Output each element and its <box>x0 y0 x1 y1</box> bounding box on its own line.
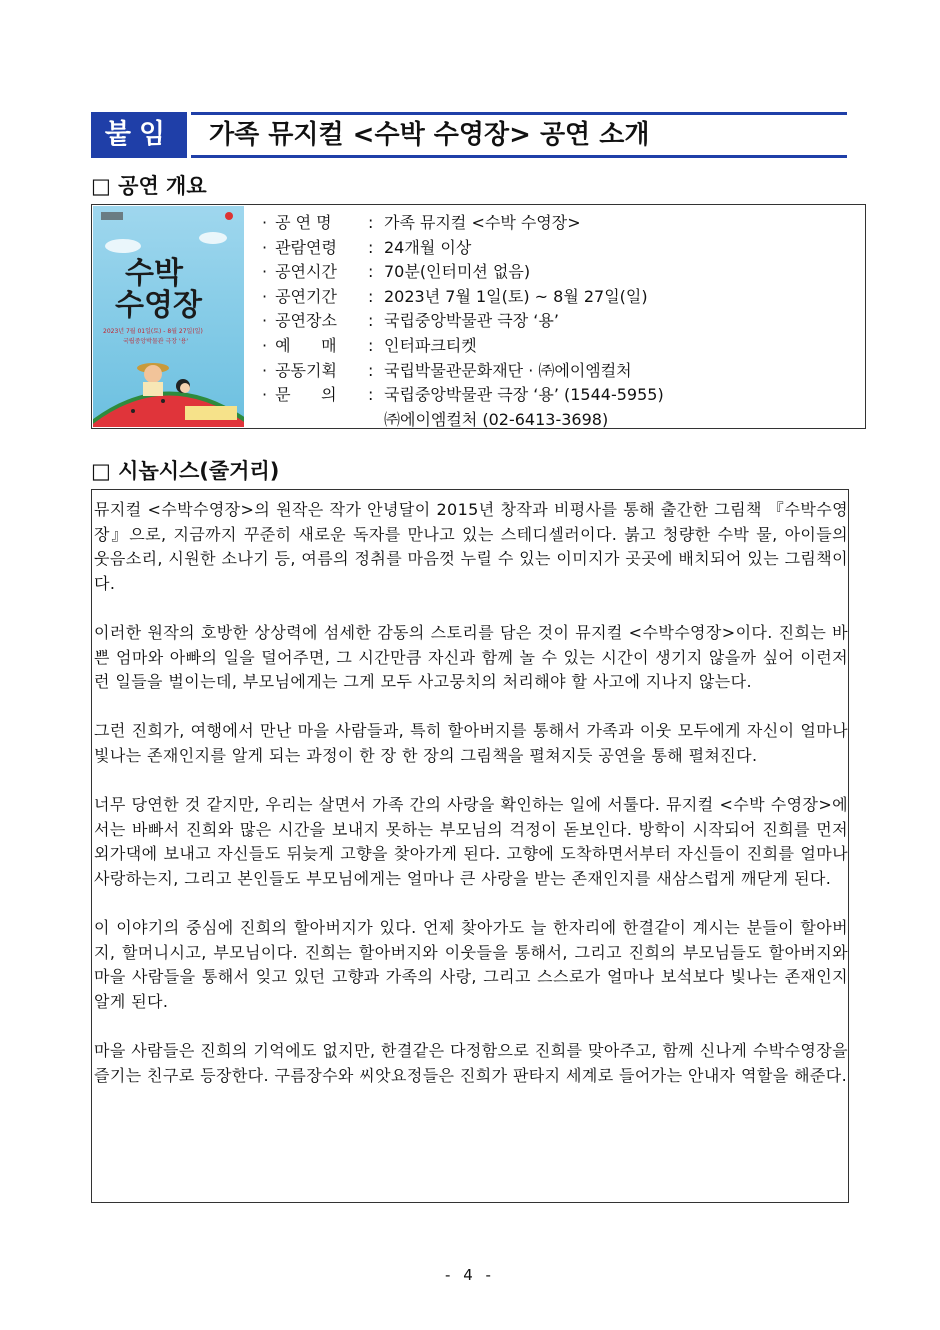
info-value: 국립박물관문화재단 · ㈜에이엠컬처 <box>384 360 632 380</box>
synopsis-heading: □ 시놉시스(줄거리) <box>91 459 280 483</box>
info-value: 가족 뮤지컬 <수박 수영장> <box>384 213 581 232</box>
synopsis-paragraph: 너무 당연한 것 같지만, 우리는 살면서 가족 간의 사랑을 확인하는 일에 서툴다. 뮤지컬 <수박 수영장>에서는 바빠서 진희와 많은 시간을 보내지 못하는 부모님의 걱정이 돋보인다. 방학이 시작되어 진희를 먼저 외가댁에 보내고 자신들도 뒤늦게 고향을 찾아가게 된다. 고향에 도착하면서부터 자신들이 진희를 얼마나 사랑하는지, 그리고 본인들도 부모님에게는 얼마나 큰 사랑을 받는 존재인지를 새삼스럽게 깨닫게 된다. <box>94 795 848 888</box>
poster-title-line1: 수박 <box>125 256 183 291</box>
poster-date: 2023년 7월 01일(토) - 8월 27일(일) <box>103 328 203 335</box>
document-header <box>91 112 847 158</box>
info-row-coplanning: · 공동기획 : 국립박물관문화재단 · ㈜에이엠컬처 <box>262 359 862 384</box>
info-label: 공연기간 <box>275 286 337 306</box>
info-label: 관람연령 <box>275 237 337 257</box>
info-row-duration: · 공연시간 : 70분(인터미션 없음) <box>262 260 862 285</box>
synopsis-paragraph: 이 이야기의 중심에 진희의 할아버지가 있다. 언제 찾아가도 늘 한자리에 한결같이 계시는 분들이 할아버지, 할머니시고, 부모님이다. 진희는 할아버지와 이웃들을 통해서, 그리고 진희의 부모님들도 할아버지와 마을 사람들을 통해서 잊고 있던 고향과 가족의 사랑, 그리고 스스로가 얼마나 보석보다 빛나는 존재인지 알게 된다. <box>94 918 848 1011</box>
info-row-venue: · 공연장소 : 국립중앙박물관 극장 ‘용’ <box>262 309 862 334</box>
overview-info-list <box>262 211 862 432</box>
page-title: 가족 뮤지컬 <수박 수영장> 공연 소개 <box>209 120 650 150</box>
synopsis-box <box>91 489 849 1203</box>
info-row-title: · 공 연 명 : 가족 뮤지컬 <수박 수영장> <box>262 211 862 236</box>
synopsis-paragraph: 마을 사람들은 진희의 기억에도 없지만, 한결같은 다정함으로 진희를 맞아주고, 함께 신나게 수박수영장을 즐기는 친구로 등장한다. 구름장수와 씨앗요정들은 진희가 판타지 세계로 들어가는 안내자 역할을 해준다. <box>94 1041 848 1085</box>
info-label: 공연시간 <box>275 262 337 282</box>
info-row-age: · 관람연령 : 24개월 이상 <box>262 236 862 261</box>
info-label: 문 의 <box>275 385 337 405</box>
overview-heading: □ 공연 개요 <box>91 174 207 198</box>
synopsis-paragraph: 그런 진희가, 여행에서 만난 마을 사람들과, 특히 할아버지를 통해서 가족과 이웃 모두에게 자신이 얼마나 빛나는 존재인지를 알게 되는 과정이 한 장 한 장의 그림책을 펼쳐지듯 공연을 통해 펼쳐진다. <box>94 721 848 765</box>
poster-venue: 국립중앙박물관 극장 '용' <box>123 338 189 345</box>
poster-image <box>93 206 244 427</box>
header-rule-top <box>191 112 847 115</box>
header-rule-bottom <box>191 155 847 158</box>
attachment-badge: 붙임 <box>91 112 187 158</box>
info-row-ticketing: · 예 매 : 인터파크티켓 <box>262 334 862 359</box>
info-row-period: · 공연기간 : 2023년 7월 1일(토) ~ 8월 27일(일) <box>262 285 862 310</box>
overview-box <box>91 204 866 429</box>
info-value: 70분(인터미션 없음) <box>384 262 531 282</box>
poster-title-line2: 수영장 <box>115 288 202 323</box>
info-label: 공 연 명 <box>275 213 332 232</box>
info-value: 인터파크티켓 <box>384 335 477 355</box>
info-row-inquiry-extra <box>262 408 862 433</box>
synopsis-paragraph: 이러한 원작의 호방한 상상력에 섬세한 감동의 스토리를 담은 것이 뮤지컬 <수박수영장>이다. 진희는 바쁜 엄마와 아빠의 일을 덜어주면, 그 시간만큼 자신과 함께 놀 수 있는 시간이 생기지 않을까 싶어 이런저런 일들을 벌이는데, 부모님에게는 그게 모두 사고뭉치의 처리해야 할 사고에 지나지 않는다. <box>94 622 848 692</box>
info-label: 예 매 <box>275 335 337 355</box>
info-value: 24개월 이상 <box>384 237 472 257</box>
info-value: 국립중앙박물관 극장 ‘용’ <box>384 311 559 331</box>
info-row-inquiry: · 문 의 : 국립중앙박물관 극장 ‘용’ (1544-5955) <box>262 383 862 408</box>
page-number: - 4 - <box>445 1266 495 1284</box>
info-label: 공연장소 <box>275 311 337 331</box>
info-label: 공동기획 <box>275 360 337 380</box>
synopsis-paragraph: 뮤지컬 <수박수영장>의 원작은 작가 안녕달이 2015년 창작과 비평사를 통해 출간한 그림책 『수박수영장』으로, 지금까지 꾸준히 새로운 독자를 만나고 있는 스테디셀러이다. 붉고 청량한 수박 물, 아이들의 웃음소리, 시원한 소나기 등, 여름의 정취를 마음껏 누릴 수 있는 이미지가 곳곳에 배치되어 있는 그림책이다. <box>94 500 848 593</box>
info-value: ㈜에이엠컬처 (02-6413-3698) <box>384 409 609 429</box>
info-value: 국립중앙박물관 극장 ‘용’ (1544-5955) <box>384 385 664 405</box>
info-value: 2023년 7월 1일(토) ~ 8월 27일(일) <box>384 286 648 306</box>
